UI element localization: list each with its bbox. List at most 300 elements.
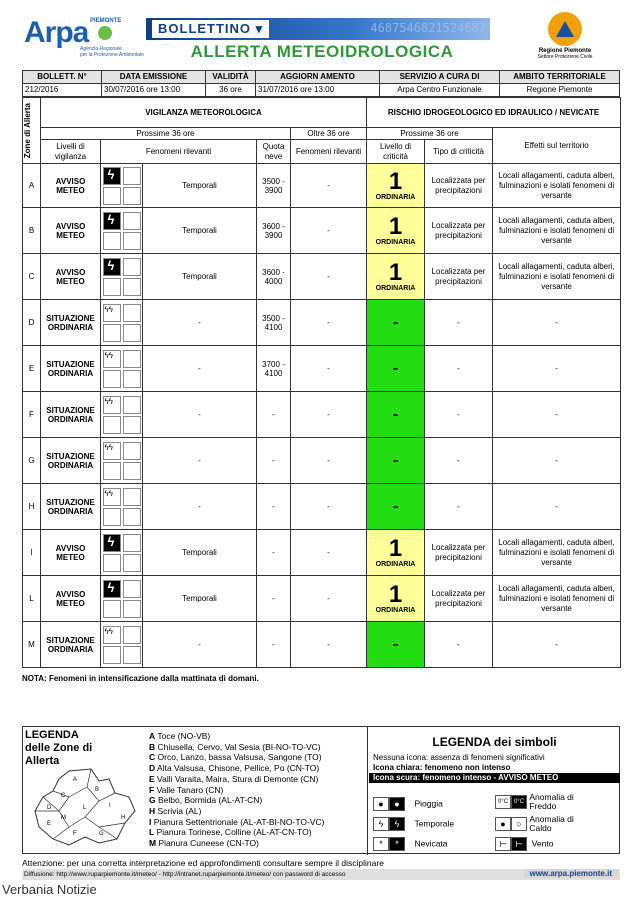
- oltre-value: -: [291, 530, 367, 576]
- criticita-value: 1: [388, 213, 403, 240]
- zone-legend-value: Scrivia (AL): [157, 805, 202, 816]
- col-tipo: Tipo di criticità: [425, 140, 493, 164]
- criticita-value: -: [392, 451, 399, 469]
- storm-dark-icon: [103, 167, 121, 185]
- zone-legend-item: [149, 763, 324, 774]
- pc-region: Regione Piemonte: [538, 48, 592, 54]
- empty-icon: [123, 324, 141, 342]
- fenomeni-value: Temporali: [143, 576, 257, 622]
- phenomena-icons-cell: [101, 346, 143, 392]
- heat-light-icon: ●: [495, 817, 511, 831]
- fenomeni-value: -: [143, 438, 257, 484]
- phenomena-icons: [103, 212, 141, 250]
- oltre-value: -: [291, 254, 367, 300]
- oltre-value: -: [291, 438, 367, 484]
- empty-icon: [103, 508, 121, 526]
- oltre-value: -: [291, 164, 367, 208]
- quota-neve: -: [257, 576, 291, 622]
- empty-icon: [123, 646, 141, 664]
- tipo-criticita: -: [425, 346, 493, 392]
- empty-icon: [123, 626, 141, 644]
- fenomeni-value: -: [143, 622, 257, 668]
- empty-icon: [103, 554, 121, 572]
- info-validita-label: VALIDITÀ: [206, 71, 255, 84]
- zone-row: [23, 622, 621, 668]
- empty-icon: [123, 167, 141, 185]
- info-ambito-label: AMBITO TERRITORIALE: [500, 71, 619, 84]
- fenomeni-value: -: [143, 484, 257, 530]
- logo-subtitle: [80, 46, 144, 58]
- svg-text:G: G: [99, 831, 104, 837]
- zone-legend-item: [149, 806, 324, 817]
- effetti-territorio: Locali allagamenti, caduta alberi, fulminazioni e isolati fenomeni di versante: [493, 576, 621, 622]
- info-servizio-label: SERVIZIO A CURA DI: [380, 71, 499, 84]
- zone-legend-value: Pianura Settentrionale (AL-AT-BI-NO-TO-VC): [153, 816, 325, 827]
- storm-dark-icon: [103, 580, 121, 598]
- quota-neve: 3600 - 3900: [257, 208, 291, 254]
- zone-legend-item: [149, 731, 324, 742]
- info-aggiornamento-value: 31/07/2016 ore 13:00: [258, 85, 335, 94]
- criticita-label: ORDINARIA: [375, 561, 416, 568]
- quota-neve: -: [257, 484, 291, 530]
- cold-light-icon: 0°C: [495, 795, 511, 809]
- zone-row: [23, 576, 621, 622]
- credit: Verbania Notizie: [2, 882, 97, 897]
- empty-icon: [123, 350, 141, 368]
- empty-icon: [123, 278, 141, 296]
- col-fen-ril: Fenomeni rilevanti: [291, 140, 367, 164]
- zone-legend-item: [149, 785, 324, 796]
- info-emissione-value: 30/07/2016 ore 13:00: [104, 85, 181, 94]
- criticita-cell: [367, 576, 425, 622]
- storm-light-icon: [103, 626, 121, 644]
- storm-light-icon: ϟ: [373, 817, 389, 831]
- info-servizio-value: Arpa Centro Funzionale: [397, 85, 482, 94]
- criticita-label: ORDINARIA: [375, 607, 416, 614]
- criticita-value: 1: [388, 581, 403, 608]
- zone-legend-value: Valle Tanaro (CN): [156, 784, 224, 795]
- piemonte-map: [29, 767, 139, 847]
- empty-icon: [123, 187, 141, 205]
- empty-icon: [103, 646, 121, 664]
- criticita-cell: [367, 484, 425, 530]
- quota-neve: 3700 - 4100: [257, 346, 291, 392]
- zone-row: [23, 484, 621, 530]
- criticita-cell: [367, 208, 425, 254]
- zone-legend-key: E: [149, 773, 155, 784]
- vigilanza-level: AVVISO METEO: [41, 530, 101, 576]
- empty-icon: [123, 580, 141, 598]
- fenomeni-value: Temporali: [143, 208, 257, 254]
- phenomena-icons-cell: [101, 530, 143, 576]
- storm-dark-icon: [103, 534, 121, 552]
- criticita-cell: [367, 392, 425, 438]
- pc-sector: Settore Protezione Civile: [537, 54, 593, 60]
- empty-icon: [123, 370, 141, 388]
- empty-icon: [103, 462, 121, 480]
- phenomena-icons: [103, 350, 141, 388]
- oltre-header: Oltre 36 ore: [291, 128, 367, 140]
- phenomena-icons: [103, 626, 141, 664]
- tipo-criticita: -: [425, 392, 493, 438]
- vigilanza-level: SITUAZIONE ORDINARIA: [41, 622, 101, 668]
- bollettino-text: BOLLETTINO: [158, 21, 252, 36]
- logo-region: PIEMONTE: [90, 18, 122, 24]
- tipo-criticita: -: [425, 484, 493, 530]
- storm-dark-icon: ϟ: [389, 817, 405, 831]
- storm-light-icon: [103, 396, 121, 414]
- zone-legend-key: F: [149, 784, 155, 795]
- zone-letter: M: [23, 622, 41, 668]
- phenomena-icons-cell: [101, 254, 143, 300]
- zone-legend-key: G: [149, 795, 156, 806]
- info-emissione: [102, 70, 206, 97]
- zone-legend-value: Pianura Torinese, Colline (AL-AT-CN-TO): [156, 827, 312, 838]
- fenomeni-value: -: [143, 346, 257, 392]
- footer-attenzione: Attenzione: per una corretta interpretazione ed approfondimenti consultare sempre il disciplinare: [22, 858, 384, 868]
- zone-legend-item: [149, 795, 324, 806]
- sym-pioggia: [373, 797, 443, 811]
- logo-text: Arpa: [24, 16, 89, 49]
- svg-text:F: F: [73, 831, 77, 837]
- svg-text:B: B: [95, 787, 100, 793]
- storm-dark-icon: [103, 212, 121, 230]
- zone-letter: I: [23, 530, 41, 576]
- storm-light-icon: [103, 304, 121, 322]
- empty-icon: [123, 462, 141, 480]
- criticita-cell: [367, 346, 425, 392]
- zone-header: [23, 98, 41, 164]
- svg-text:A: A: [73, 777, 78, 783]
- oltre-value: -: [291, 346, 367, 392]
- zone-legend-value: Chiusella, Cervo, Val Sesia (BI-NO-TO-VC): [157, 741, 321, 752]
- quota-neve: 3600 - 4000: [257, 254, 291, 300]
- vigilanza-level: AVVISO METEO: [41, 208, 101, 254]
- zone-letter: H: [23, 484, 41, 530]
- quota-neve: -: [257, 622, 291, 668]
- zone-legend-item: [149, 742, 324, 753]
- effetti-territorio: -: [493, 392, 621, 438]
- phenomena-icons: [103, 488, 141, 526]
- tipo-criticita: -: [425, 438, 493, 484]
- empty-icon: [123, 212, 141, 230]
- phenomena-icons-cell: [101, 392, 143, 438]
- storm-light-icon: [103, 442, 121, 460]
- info-ambito: [500, 70, 620, 97]
- tipo-criticita: Localizzata per precipitazioni: [425, 530, 493, 576]
- criticita-cell: [367, 164, 425, 208]
- tipo-criticita: Localizzata per precipitazioni: [425, 208, 493, 254]
- empty-icon: [123, 442, 141, 460]
- oltre-value: -: [291, 208, 367, 254]
- zone-row: [23, 164, 621, 208]
- empty-icon: [123, 600, 141, 618]
- phenomena-icons-cell: [101, 438, 143, 484]
- info-validita-value: 36 ore: [219, 85, 242, 94]
- zone-row: [23, 208, 621, 254]
- bulletin: [22, 12, 620, 683]
- empty-icon: [103, 370, 121, 388]
- zone-legend-key: I: [149, 816, 152, 827]
- phenomena-icons: [103, 580, 141, 618]
- storm-dark-icon: [103, 258, 121, 276]
- rain-light-icon: ●: [373, 797, 389, 811]
- vigilanza-level: AVVISO METEO: [41, 254, 101, 300]
- heat-dark-icon: ○: [511, 817, 527, 831]
- quota-neve: -: [257, 438, 291, 484]
- footer-diffusione-text: Diffusione: http://www.ruparpiemonte.it/meteo/ - http://intranet.ruparpiemonte.it/meteo/ con password di accesso: [24, 871, 346, 878]
- effetti-territorio: -: [493, 300, 621, 346]
- sym-vento-label: Vento: [531, 838, 554, 849]
- phenomena-icons-cell: [101, 484, 143, 530]
- zone-letter: F: [23, 392, 41, 438]
- zone-letter: B: [23, 208, 41, 254]
- quota-neve: -: [257, 530, 291, 576]
- empty-icon: [103, 324, 121, 342]
- phenomena-icons: [103, 396, 141, 434]
- oltre-value: -: [291, 392, 367, 438]
- vigilanza-level: SITUAZIONE ORDINARIA: [41, 484, 101, 530]
- cold-dark-icon: 0°C: [511, 795, 527, 809]
- footer-diffusione: [22, 869, 620, 880]
- zone-letter: C: [23, 254, 41, 300]
- prossime-header: Prossime 36 ore: [41, 128, 291, 140]
- sym-vento: [495, 837, 553, 851]
- fenomeni-value: Temporali: [143, 530, 257, 576]
- empty-icon: [123, 232, 141, 250]
- logo-sub1: Agenzia Regionale: [80, 46, 122, 52]
- criticita-cell: [367, 530, 425, 576]
- empty-icon: [103, 278, 121, 296]
- criticita-label: ORDINARIA: [375, 285, 416, 292]
- fenomeni-value: -: [143, 300, 257, 346]
- effetti-territorio: Locali allagamenti, caduta alberi, fulminazioni e isolati fenomeni di versante: [493, 530, 621, 576]
- criticita-value: 1: [388, 168, 403, 195]
- phenomena-icons-cell: [101, 576, 143, 622]
- zone-legend-key: H: [149, 805, 156, 816]
- vigilanza-level: SITUAZIONE ORDINARIA: [41, 346, 101, 392]
- col-livello: Livello di criticità: [367, 140, 425, 164]
- zone-legend-key: A: [149, 731, 156, 741]
- banner-numbers: 4687546821524687: [370, 21, 486, 35]
- zone-legend-value: Orco, Lanzo, bassa Valsusa, Sangone (TO): [157, 752, 322, 763]
- criticita-label: ORDINARIA: [375, 239, 416, 246]
- arpa-logo: [24, 16, 144, 64]
- col-fenomeni: Fenomeni rilevanti: [101, 140, 257, 164]
- criticita-value: -: [392, 497, 399, 515]
- wind-light-icon: ⊢: [495, 837, 511, 851]
- legend-zones: [23, 727, 368, 855]
- bollettino-label: BOLLETTINO ▾: [152, 20, 269, 38]
- zones-list: [149, 731, 324, 849]
- svg-text:I: I: [109, 803, 111, 809]
- phenomena-icons: [103, 442, 141, 480]
- criticita-value: -: [392, 359, 399, 377]
- tipo-criticita: Localizzata per precipitazioni: [425, 576, 493, 622]
- effetti-territorio: -: [493, 346, 621, 392]
- phenomena-icons: [103, 534, 141, 572]
- snow-dark-icon: *: [389, 837, 405, 851]
- svg-text:H: H: [121, 815, 126, 821]
- oltre-value: -: [291, 622, 367, 668]
- phenomena-icons: [103, 304, 141, 342]
- criticita-label: ORDINARIA: [375, 194, 416, 201]
- zone-legend-value: Belbo, Bormida (AL-AT-CN): [158, 795, 263, 806]
- effetti-territorio: Locali allagamenti, caduta alberi, fulminazioni e isolati fenomeni di versante: [493, 164, 621, 208]
- effetti-territorio: -: [493, 622, 621, 668]
- sym-freddo: [495, 793, 619, 811]
- page-title: ALLERTA METEOIDROLOGICA: [190, 42, 454, 61]
- info-ambito-value: Regione Piemonte: [526, 85, 593, 94]
- vigilanza-level: AVVISO METEO: [41, 576, 101, 622]
- storm-light-icon: [103, 488, 121, 506]
- empty-icon: [123, 416, 141, 434]
- zone-legend-item: [149, 838, 324, 849]
- sym-nevicata: [373, 837, 448, 851]
- zone-legend-value: Valli Varaita, Maira, Stura di Demonte (CN): [157, 773, 319, 784]
- zone-letter: L: [23, 576, 41, 622]
- info-aggiornamento-label: AGGIORN AMENTO: [256, 71, 379, 84]
- legend-symbols: [369, 727, 620, 855]
- criticita-cell: [367, 622, 425, 668]
- criticita-value: 1: [388, 535, 403, 562]
- sym-caldo-label: Anomalia di Caldo: [529, 814, 574, 833]
- empty-icon: [103, 232, 121, 250]
- criticita-value: 1: [388, 259, 403, 286]
- vigilanza-level: SITUAZIONE ORDINARIA: [41, 392, 101, 438]
- effetti-territorio: Locali allagamenti, caduta alberi, fulminazioni e isolati fenomeni di versante: [493, 254, 621, 300]
- legend-dark-icon: Icona scura: fenomeno intenso - AVVISO METEO: [369, 773, 620, 783]
- criticita-value: -: [392, 405, 399, 423]
- zone-legend-key: L: [149, 827, 155, 838]
- svg-text:L: L: [83, 805, 87, 811]
- phenomena-icons-cell: [101, 300, 143, 346]
- info-bollettino: [22, 70, 102, 97]
- oltre-value: -: [291, 484, 367, 530]
- legend-light-icon: Icona chiara: fenomeno non intenso: [373, 763, 511, 772]
- alert-table: [22, 97, 621, 668]
- svg-text:M: M: [61, 815, 66, 821]
- zone-row: [23, 254, 621, 300]
- vigilanza-level: SITUAZIONE ORDINARIA: [41, 300, 101, 346]
- empty-icon: [103, 600, 121, 618]
- legend: [22, 726, 620, 854]
- col-quota: Quota neve: [257, 140, 291, 164]
- logo-dot-icon: [98, 26, 112, 40]
- sym-temporale: [373, 817, 454, 831]
- legend-no-icon: Nessuna icona: assenza di fenomeni significativi: [373, 753, 545, 762]
- phenomena-icons-cell: [101, 622, 143, 668]
- effetti-territorio: -: [493, 484, 621, 530]
- zone-row: [23, 346, 621, 392]
- header: [22, 12, 620, 70]
- tipo-criticita: Localizzata per precipitazioni: [425, 164, 493, 208]
- empty-icon: [123, 534, 141, 552]
- quota-neve: 3500 - 4100: [257, 300, 291, 346]
- logo-sub2: per la Protezione Ambientale: [80, 52, 144, 58]
- legend-zones-title: LEGENDA delle Zone di Allerta: [25, 729, 93, 767]
- empty-icon: [123, 554, 141, 572]
- zone-letter: A: [23, 164, 41, 208]
- oltre-value: -: [291, 576, 367, 622]
- footer-url-link[interactable]: www.arpa.piemonte.it: [524, 869, 618, 878]
- svg-text:D: D: [47, 805, 52, 811]
- sym-caldo: [495, 815, 619, 833]
- prossime-header-2: Prossime 36 ore: [367, 128, 493, 140]
- zone-letter: E: [23, 346, 41, 392]
- rain-dark-icon: ●: [389, 797, 405, 811]
- zone-legend-item: [149, 817, 324, 828]
- legend-symbols-title: LEGENDA dei simboli: [432, 735, 557, 749]
- info-bollettino-value: 212/2016: [25, 85, 59, 94]
- zone-legend-item: [149, 774, 324, 785]
- criticita-cell: [367, 438, 425, 484]
- empty-icon: [123, 304, 141, 322]
- criticita-value: -: [392, 635, 399, 653]
- phenomena-icons: [103, 258, 141, 296]
- empty-icon: [103, 187, 121, 205]
- empty-icon: [123, 396, 141, 414]
- zone-legend-key: M: [149, 838, 157, 849]
- info-bollettino-label: BOLLETT. N°: [23, 71, 101, 84]
- quota-neve: 3500 - 3900: [257, 164, 291, 208]
- zone-row: [23, 530, 621, 576]
- sym-temporale-label: Temporale: [414, 818, 455, 829]
- zone-letter: G: [23, 438, 41, 484]
- info-row: [22, 70, 620, 97]
- storm-light-icon: [103, 350, 121, 368]
- protezione-civile-logo: [510, 12, 620, 60]
- sym-pioggia-label: Pioggia: [414, 798, 443, 809]
- bollettino-banner: [146, 18, 490, 40]
- pc-emblem-icon: [548, 12, 582, 46]
- svg-text:E: E: [47, 821, 52, 827]
- info-servizio: [380, 70, 500, 97]
- phenomena-icons: [103, 167, 141, 205]
- col-effetti: Effetti sul territorio: [493, 128, 621, 164]
- vigilanza-title: VIGILANZA METEOROLOGICA: [41, 98, 367, 128]
- oltre-value: -: [291, 300, 367, 346]
- zone-row: [23, 300, 621, 346]
- empty-icon: [123, 508, 141, 526]
- zone-legend-key: D: [149, 763, 156, 774]
- empty-icon: [123, 258, 141, 276]
- empty-icon: [123, 488, 141, 506]
- info-emissione-label: DATA EMISSIONE: [102, 71, 205, 84]
- zone-header-text: Zone di Allerta: [23, 102, 32, 159]
- vigilanza-level: AVVISO METEO: [41, 164, 101, 208]
- quota-neve: -: [257, 392, 291, 438]
- snow-light-icon: *: [373, 837, 389, 851]
- zone-legend-value: Toce (NO-VB): [157, 731, 211, 741]
- effetti-territorio: -: [493, 438, 621, 484]
- zone-row: [23, 438, 621, 484]
- col-livelli: Livelli di vigilanza: [41, 140, 101, 164]
- svg-text:C: C: [61, 793, 66, 799]
- effetti-territorio: Locali allagamenti, caduta alberi, fulminazioni e isolati fenomeni di versante: [493, 208, 621, 254]
- zone-legend-value: Alta Valsusa, Chisone, Pellice, Po (CN-TO): [157, 763, 320, 774]
- zone-legend-item: [149, 827, 324, 838]
- zone-legend-value: Pianura Cuneese (CN-TO): [158, 838, 259, 849]
- nota: NOTA: Fenomeni in intensificazione dalla mattinata di domani.: [22, 674, 259, 683]
- info-validita: [206, 70, 256, 97]
- zone-legend-key: B: [149, 741, 156, 752]
- tipo-criticita: -: [425, 300, 493, 346]
- sym-freddo-label: Anomalia di Freddo: [529, 792, 574, 811]
- empty-icon: [103, 416, 121, 434]
- tipo-criticita: Localizzata per precipitazioni: [425, 254, 493, 300]
- phenomena-icons-cell: [101, 164, 143, 208]
